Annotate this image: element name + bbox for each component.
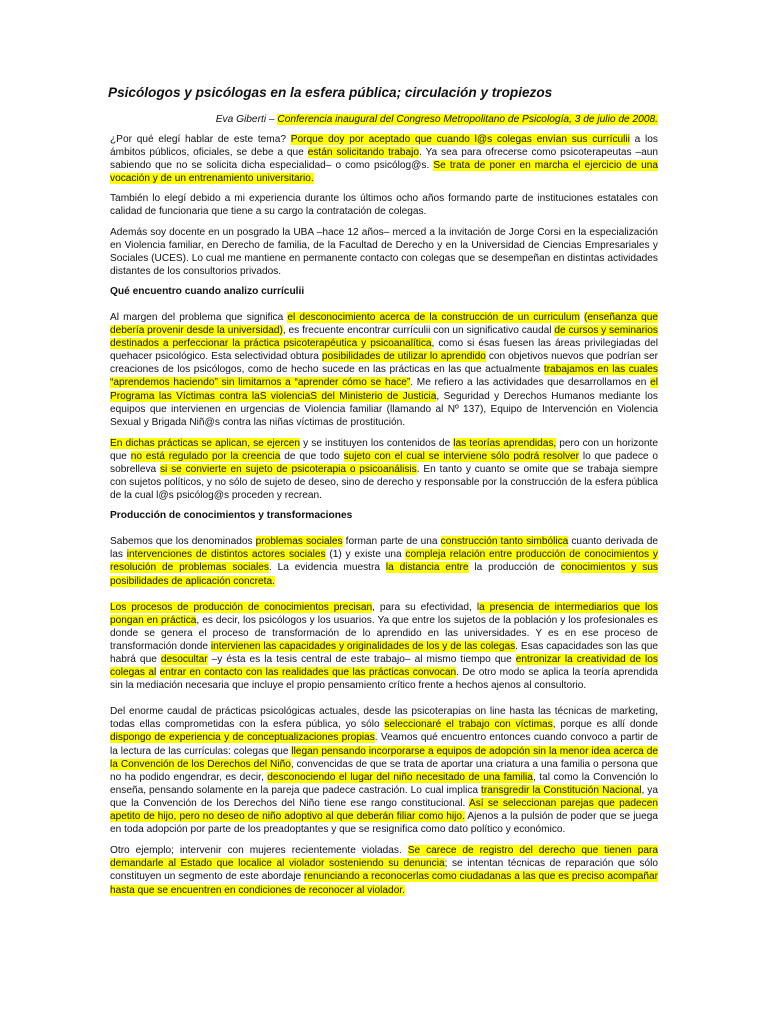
highlight: sujeto con el cual se interviene sólo podrá resolver (343, 450, 580, 462)
text-run: de que todo (280, 450, 344, 462)
paragraph-7 (110, 601, 658, 693)
paragraph-8 (110, 705, 658, 836)
text-run: . Esas capacidades son las que habrá que (110, 640, 659, 665)
section-heading-produccion: Producción de conocimientos y transformaciones (110, 510, 353, 522)
text-run: , ya que la Convención de los Derechos del Niño tiene ese rango constitucional. (110, 784, 658, 809)
paragraph-1 (110, 133, 658, 185)
highlight: las teorías aprendidas, (453, 437, 557, 449)
highlight: dispongo de experiencia y de conceptualizaciones propias (110, 732, 375, 744)
highlight: construcción tanto simbólica (440, 536, 569, 548)
text-run: ; se intentan técnicas de reparación que sólo constituyen un segmento de este abordaje (110, 858, 658, 883)
highlight: (enseñanza que debería provenir desde la universidad) (110, 311, 658, 337)
paragraph-5 (110, 437, 658, 502)
highlight: no está regulado por la creencia (130, 450, 281, 462)
text-run: Otro ejemplo; intervenir con mujeres recientemente violadas. (110, 845, 408, 857)
text-run: ¿Por qué elegí hablar de este tema? (110, 134, 291, 145)
section-heading-curriculii: Qué encuentro cuando analizo currículii (110, 285, 305, 297)
text-run: , Seguridad y Derechos Humanos mediante los equipos que intervienen en urgencias de Violencia familiar (llamando al Nº 137), Equipo de Intervención en Violencia Sexual y Brigada Niñ@s contra las niñas víctimas de prostitución. (110, 390, 658, 428)
text-run: . Ya sea para ofrecerse como psicoterapeutas –aun sabiendo que no se solicita dicha especialidad– o como psicólog@s. (110, 147, 658, 172)
text-run: y se instituyen los contenidos de (300, 437, 454, 449)
highlight: Los procesos de producción de conocimientos precisan (110, 601, 373, 613)
text-run: Del enorme caudal de prácticas psicológicas actuales, desde las psicoterapias on line hasta las técnicas de marketing, todas ellas comprometidas con la esfera pública, yo sólo (110, 706, 658, 731)
highlight: renunciando a reconocerlas como ciudadanas a las que es preciso acompañar hasta que se encuentren en condiciones de reconocer al violador. (110, 871, 658, 896)
highlight: Así se seleccionan parejas que padecen apetito de hijo, pero no deseo de niño adoptivo al que deberán filiar como hijo. (110, 797, 659, 823)
highlight: el Programa las Víctimas contra laS violenciaS del Ministerio de Justicia (110, 377, 658, 402)
text-run: . En tanto y cuanto se omite que se trabaja siempre con sujetos políticos, y no sólo de sujeto de deseo, sino de derecho y responsable por la construcción de la esfera pública de la cual l@s psicólog@s proceden y recrean. (110, 463, 659, 502)
text-run: lo que padece o sobrelleva (110, 450, 658, 475)
text-run: , porque es allí donde (552, 719, 659, 731)
highlight: llegan pensando incorporarse a equipos de adopción sin la menor idea acerca de la Convención de los Derechos del Niño (110, 745, 658, 770)
highlight: a presencia de intermediarios que los pongan en práctica (110, 601, 658, 626)
highlight: la distancia entre (385, 562, 469, 574)
highlight: Se carece de registro del derecho que tienen para demandarle al Estado que localice al violador sosteniendo su denuncia (110, 845, 658, 870)
highlight: entrar en contacto con las realidades que las prácticas convocan (159, 667, 457, 679)
highlight: Se trata de poner en marcha el ejercicio de una vocación y de un entrenamiento universitario. (110, 160, 658, 185)
byline-event: Conferencia inaugural del Congreso Metropolitano de Psicología, 3 de julio de 2008. (277, 114, 658, 125)
highlight: problemas sociales (255, 536, 343, 548)
paragraph-3: Además soy docente en un posgrado la UBA –hace 12 años– merced a la invitación de Jorge Corsi en la especialización en Violencia familiar, en Derecho de familia, de la Facultad de Derecho y en la Universidad de Ciencias Empresariales y Sociales (UCES). Lo cual me mantiene en permanente contacto con colegas que se desempeñan en distintas actividades distantes de los consultorios privados. (110, 226, 658, 277)
highlight: están solicitando trabajo (307, 147, 420, 159)
paragraph-6 (110, 535, 658, 587)
text-run: a los ámbitos públicos, oficiales, se debe a que (110, 134, 658, 159)
text-run: , es frecuente encontrar currículii con un significativo caudal (282, 325, 555, 337)
text-run: . Veamos qué encuentro entonces cuando convoco a partir de la lectura de las currículas: colegas que (110, 732, 658, 757)
highlight: trabajamos en las cuales “aprendemos haciendo” sin limitarnos a “aprender cómo se hace” (110, 364, 658, 389)
highlight: posibilidades de utilizar lo aprendido (321, 351, 486, 363)
highlight: si se convierte en sujeto de psicoterapia o psicoanálisis (159, 463, 417, 475)
text-run: , es decir, los psicólogos y los usuarios. Ya que entre los sujetos de la población y los profesionales es donde se genera el proceso de transformación de lo aprendido en las universidades. Y es en ese proceso de transformación donde (110, 614, 658, 652)
highlight: intervienen las capacidades y originalidades de los y de las colegas (210, 640, 516, 652)
paragraph-4 (110, 311, 658, 429)
text-run: pero con un horizonte que (110, 437, 658, 462)
text-run: . Me refiero a las actividades que desarrollamos en (410, 377, 651, 389)
highlight: seleccionaré el trabajo con víctimas (384, 719, 553, 731)
text-run: cuanto derivada de las (110, 536, 658, 561)
text-run: , como si ésas fuesen las áreas privilegiadas del quehacer psicológico. Esta selectividad obtura (110, 338, 658, 363)
text-run: . La evidencia muestra (268, 562, 386, 574)
paragraph-2: También lo elegí debido a mi experiencia durante los últimos ocho años formando parte de instituciones estatales con calidad de funcionaria que tiene a su cargo la contratación de colegas. (110, 193, 658, 218)
highlight: transgredir la Constitución Nacional (481, 784, 642, 796)
text-run: –y ésta es la tesis central de este trabajo– al mismo tiempo que (207, 654, 516, 665)
paragraph-9 (110, 844, 658, 896)
text-run: , para su efectividad, l (372, 601, 480, 613)
text-run: , tal como la Convención lo enseña, pensando solamente en la pareja que padece castración. Lo cual implica (110, 771, 658, 796)
text-run: forman parte de una (342, 536, 441, 548)
highlight: compleja relación entre producción de conocimientos y resolución de problemas sociales (110, 549, 658, 574)
highlight: desocultar (160, 654, 208, 665)
document-title: Psicólogos y psicólogas en la esfera pública; circulación y tropiezos (108, 85, 553, 100)
highlight: En dichas prácticas se aplican, se ejercen (110, 437, 301, 449)
text-run: Al margen del problema que significa (110, 311, 288, 323)
text-run: Sabemos que los denominados (110, 536, 256, 548)
text-run: . De otro modo se aplica la teoría aprendida sin la mediación necesaria que incluye el propio pensamiento crítico frente a hechos ajenos al consultorio. (110, 667, 658, 692)
text-run: (1) y existe una (325, 549, 406, 561)
byline-author: Eva Giberti – (215, 114, 278, 125)
text-run: Ajenos a la pulsión de poder que se juega en toda adopción por parte de los preadoptantes y que se resignifica como dato político y económico. (110, 811, 658, 836)
highlight: el desconocimiento acerca de la construcción de un curriculum (287, 311, 580, 323)
text-run: , convencidas de que se trata de aportar una criatura a una familia o persona que no ha podido engendrar, es decir, (110, 758, 659, 783)
highlight: conocimientos y sus posibilidades de aplicación concreta. (110, 562, 658, 587)
highlight: desconociendo el lugar del niño necesitado de una familia (267, 771, 533, 783)
highlight: Porque doy por aceptado que cuando l@s colegas envían sus currículii (290, 134, 630, 145)
highlight: entronizar la creatividad de los colegas al (110, 654, 658, 679)
highlight: de cursos y seminarios destinados a perfeccionar la práctica psicoterapéutica y psicoanalítica (110, 325, 658, 350)
highlight: intervenciones de distintos actores sociales (126, 549, 326, 561)
text-run: con objetivos nuevos que podrían ser creaciones de los psicólogos, como de hecho sucede en las prácticas en las que actualmente (110, 351, 658, 376)
text-run: la producción de (468, 562, 561, 574)
byline (110, 113, 658, 126)
